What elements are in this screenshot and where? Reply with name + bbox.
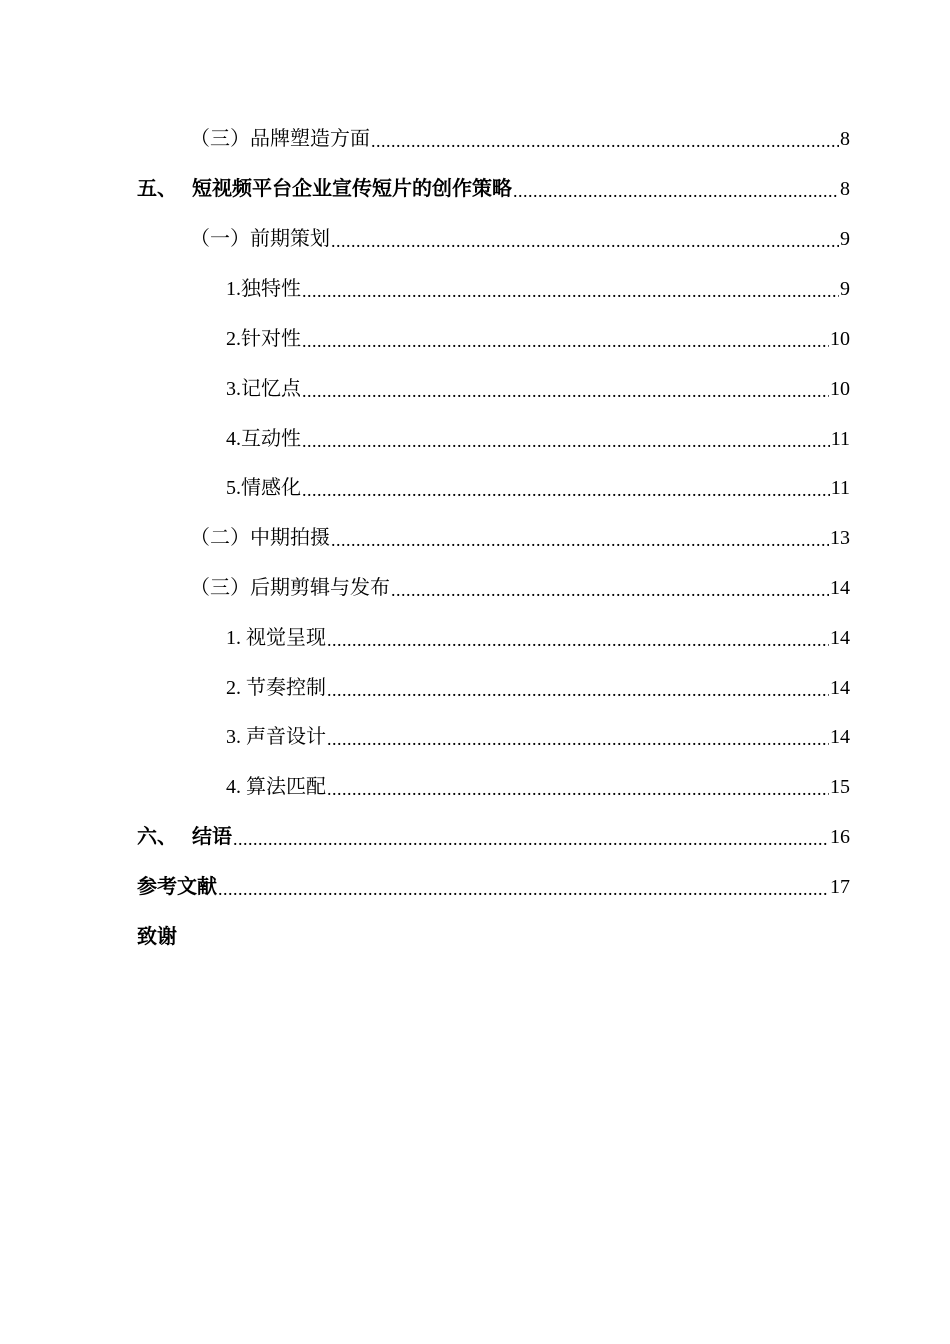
toc-entry-title: （三）品牌塑造方面 (190, 128, 370, 150)
toc-entry-page: 8 (840, 128, 850, 150)
toc-entry[interactable] (226, 364, 850, 414)
dot-leader (391, 576, 829, 600)
dot-leader (331, 526, 829, 550)
dot-leader (327, 676, 829, 700)
toc-entry-number: 五、 (137, 178, 177, 200)
toc-entry[interactable] (137, 862, 850, 912)
toc-entry-page: 16 (830, 826, 850, 848)
toc-entry-title: （二）中期拍摄 (190, 527, 330, 549)
toc-entry-page: 14 (830, 627, 850, 649)
toc-entry-title: 4. 算法匹配 (226, 776, 326, 798)
dot-leader (302, 476, 830, 500)
toc-entry[interactable] (226, 663, 850, 713)
dot-leader (302, 427, 830, 451)
toc-entry-page: 11 (830, 477, 850, 499)
dot-leader (302, 327, 829, 351)
toc-entry-title: 2.针对性 (226, 328, 301, 350)
dot-leader (327, 725, 829, 749)
toc-entry-page: 14 (830, 677, 850, 699)
toc-entry-page: 14 (830, 726, 850, 748)
toc-entry-title: 1.独特性 (226, 278, 301, 300)
toc-entry-title: 3.记忆点 (226, 378, 301, 400)
toc-entry-page: 14 (830, 577, 850, 599)
toc-entry-title: （三）后期剪辑与发布 (190, 577, 390, 599)
toc-entry[interactable] (226, 463, 850, 513)
dot-leader (327, 626, 829, 650)
toc-entry-page: 9 (840, 278, 850, 300)
dot-leader (218, 875, 829, 899)
toc-entry[interactable] (190, 214, 850, 264)
toc-entry-page: 10 (830, 328, 850, 350)
toc-entry[interactable] (226, 762, 850, 812)
toc-entry[interactable] (137, 912, 850, 962)
toc-entry-title: 致谢 (137, 926, 177, 948)
toc-entry-title: 3. 声音设计 (226, 726, 326, 748)
toc-entry-page: 9 (840, 228, 850, 250)
toc-entry-page: 15 (830, 776, 850, 798)
toc-entry[interactable] (226, 613, 850, 663)
toc-entry[interactable] (190, 513, 850, 563)
toc-entry-title: （一）前期策划 (190, 228, 330, 250)
toc-entry-title: 2. 节奏控制 (226, 677, 326, 699)
toc-entry-page: 17 (830, 876, 850, 898)
toc-entry[interactable] (190, 114, 850, 164)
toc-entry-title: 5.情感化 (226, 477, 301, 499)
toc-entry[interactable] (137, 164, 850, 214)
toc-entry-title: 参考文献 (137, 876, 217, 898)
toc-entry[interactable] (190, 563, 850, 613)
dot-leader (331, 227, 839, 251)
toc-entry[interactable] (226, 414, 850, 464)
dot-leader (302, 377, 829, 401)
dot-leader (302, 277, 839, 301)
toc-entry-title: 短视频平台企业宣传短片的创作策略 (192, 178, 512, 200)
toc-entry-title: 1. 视觉呈现 (226, 627, 326, 649)
toc-entry-page: 10 (830, 378, 850, 400)
toc-entry[interactable] (226, 314, 850, 364)
toc-entry-page: 13 (830, 527, 850, 549)
dot-leader (233, 825, 829, 849)
toc-entry[interactable] (226, 712, 850, 762)
dot-leader (327, 775, 829, 799)
toc-entry-number: 六、 (137, 826, 177, 848)
toc-entry-title: 结语 (192, 826, 232, 848)
toc-entry-page: 8 (840, 178, 850, 200)
dot-leader (513, 177, 839, 201)
toc-entry-title: 4.互动性 (226, 428, 301, 450)
toc-entry[interactable] (137, 812, 850, 862)
toc-entry-page: 11 (830, 428, 850, 450)
toc-entry[interactable] (226, 264, 850, 314)
dot-leader (371, 127, 839, 151)
